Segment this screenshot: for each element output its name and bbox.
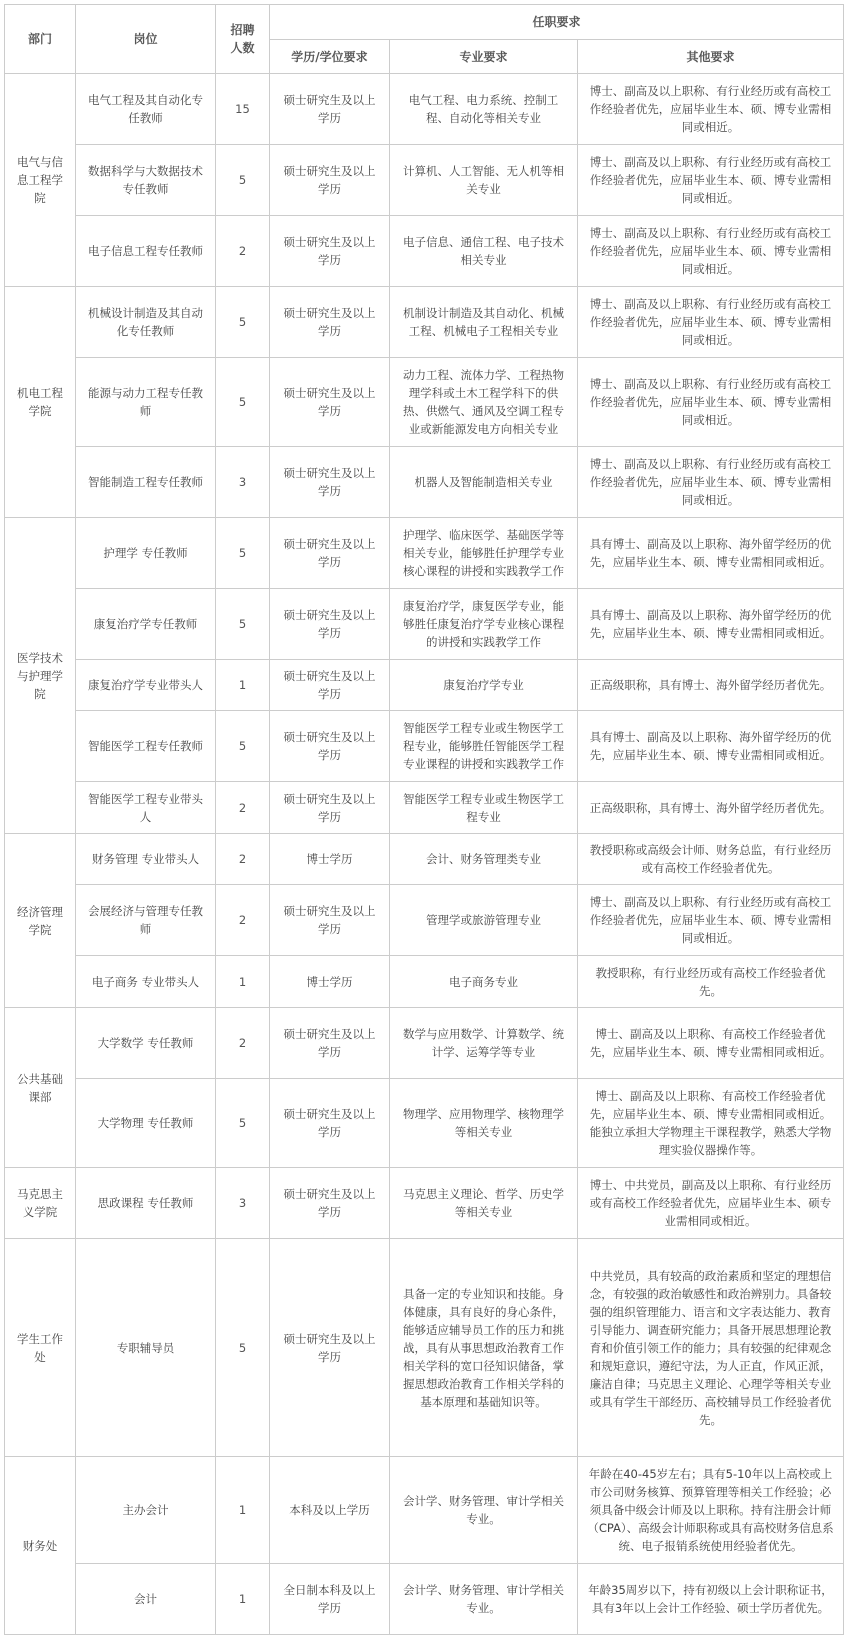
cell-education: 全日制本科及以上学历 <box>270 1564 390 1635</box>
cell-other: 博士、副高及以上职称、有行业经历或有高校工作经验者优先，应届毕业生本、硕、博专业需相同或相近。 <box>578 216 844 287</box>
cell-count: 1 <box>216 1564 270 1635</box>
cell-major: 动力工程、流体力学、工程热物理学科或土木工程学科下的供热、供燃气、通风及空调工程专业或新能源发电方向相关专业 <box>390 358 578 447</box>
table-row <box>5 660 844 711</box>
cell-major: 智能医学工程专业或生物医学工程专业 <box>390 782 578 834</box>
cell-dept: 电气与信息工程学院 <box>5 74 76 287</box>
cell-position: 能源与动力工程专任教师 <box>76 358 216 447</box>
cell-other: 年龄在40-45岁左右；具有5-10年以上高校或上市公司财务核算、预算管理等相关工作经验；必须具备中级会计师及以上职称。持有注册会计师（CPA）、高级会计师职称或具有高校财务信息系统、电子报销系统使用经验者优先。 <box>578 1457 844 1564</box>
cell-count: 5 <box>216 589 270 660</box>
cell-position: 护理学 专任教师 <box>76 518 216 589</box>
cell-major: 管理学或旅游管理专业 <box>390 885 578 956</box>
cell-position: 大学物理 专任教师 <box>76 1079 216 1168</box>
cell-dept: 医学技术与护理学院 <box>5 518 76 834</box>
cell-position: 智能制造工程专任教师 <box>76 447 216 518</box>
table-header <box>5 5 844 74</box>
table-row <box>5 1008 844 1079</box>
cell-other: 博士、副高及以上职称、有行业经历或有高校工作经验者优先，应届毕业生本、硕、博专业需相同或相近。 <box>578 447 844 518</box>
header-major: 专业要求 <box>390 40 578 74</box>
table-row <box>5 782 844 834</box>
cell-count: 3 <box>216 447 270 518</box>
table-row <box>5 1239 844 1457</box>
cell-education: 硕士研究生及以上学历 <box>270 145 390 216</box>
cell-education: 本科及以上学历 <box>270 1457 390 1564</box>
cell-education: 硕士研究生及以上学历 <box>270 447 390 518</box>
cell-position: 数据科学与大数据技术专任教师 <box>76 145 216 216</box>
cell-education: 硕士研究生及以上学历 <box>270 660 390 711</box>
cell-position: 会展经济与管理专任教师 <box>76 885 216 956</box>
header-position: 岗位 <box>76 5 216 74</box>
cell-position: 机械设计制造及其自动化专任教师 <box>76 287 216 358</box>
cell-position: 智能医学工程专业带头人 <box>76 782 216 834</box>
recruitment-table-wrapper <box>4 4 844 1635</box>
cell-count: 5 <box>216 1079 270 1168</box>
cell-major: 电子商务专业 <box>390 956 578 1008</box>
cell-dept: 马克思主义学院 <box>5 1168 76 1239</box>
cell-education: 硕士研究生及以上学历 <box>270 216 390 287</box>
cell-major: 具备一定的专业知识和技能。身体健康，具有良好的身心条件，能够适应辅导员工作的压力和挑战，具有从事思想政治教育工作相关学科的宽口径知识储备，掌握思想政治教育工作相关学科的基本原理和基础知识等。 <box>390 1239 578 1457</box>
cell-count: 5 <box>216 358 270 447</box>
cell-other: 教授职称，有行业经历或有高校工作经验者优先。 <box>578 956 844 1008</box>
table-row <box>5 834 844 885</box>
cell-count: 5 <box>216 711 270 782</box>
cell-position: 主办会计 <box>76 1457 216 1564</box>
cell-position: 大学数学 专任教师 <box>76 1008 216 1079</box>
table-row <box>5 1079 844 1168</box>
cell-other: 博士、副高及以上职称、有行业经历或有高校工作经验者优先，应届毕业生本、硕、博专业需相同或相近。 <box>578 74 844 145</box>
cell-other: 中共党员，具有较高的政治素质和坚定的理想信念，有较强的政治敏感性和政治辨别力。具备较强的组织管理能力、语言和文字表达能力、教育引导能力、调查研究能力；具备开展思想理论教育和价值引领工作的能力；具有较强的纪律观念和规矩意识，遵纪守法，为人正直，作风正派，廉洁自律；马克思主义理论、心理学等相关专业或具有学生干部经历、高校辅导员工作经验者优先。 <box>578 1239 844 1457</box>
cell-position: 专职辅导员 <box>76 1239 216 1457</box>
cell-position: 康复治疗学专任教师 <box>76 589 216 660</box>
cell-major: 机制设计制造及其自动化、机械工程、机械电子工程相关专业 <box>390 287 578 358</box>
header-other: 其他要求 <box>578 40 844 74</box>
cell-major: 电子信息、通信工程、电子技术相关专业 <box>390 216 578 287</box>
table-body <box>5 74 844 1635</box>
table-row <box>5 956 844 1008</box>
cell-major: 电气工程、电力系统、控制工程、自动化等相关专业 <box>390 74 578 145</box>
cell-dept: 公共基础课部 <box>5 1008 76 1168</box>
cell-count: 5 <box>216 145 270 216</box>
table-row <box>5 74 844 145</box>
cell-other: 博士、中共党员，副高及以上职称、有行业经历或有高校工作经验者优先，应届毕业生本、硕专业需相同或相近。 <box>578 1168 844 1239</box>
cell-major: 护理学、临床医学、基础医学等相关专业，能够胜任护理学专业核心课程的讲授和实践教学工作 <box>390 518 578 589</box>
cell-other: 具有博士、副高及以上职称、海外留学经历的优先，应届毕业生本、硕、博专业需相同或相近。 <box>578 518 844 589</box>
cell-education: 硕士研究生及以上学历 <box>270 782 390 834</box>
cell-major: 会计、财务管理类专业 <box>390 834 578 885</box>
cell-education: 硕士研究生及以上学历 <box>270 1239 390 1457</box>
cell-major: 会计学、财务管理、审计学相关专业。 <box>390 1564 578 1635</box>
cell-major: 马克思主义理论、哲学、历史学等相关专业 <box>390 1168 578 1239</box>
cell-education: 博士学历 <box>270 956 390 1008</box>
cell-count: 2 <box>216 885 270 956</box>
cell-count: 5 <box>216 518 270 589</box>
cell-education: 硕士研究生及以上学历 <box>270 1079 390 1168</box>
cell-major: 物理学、应用物理学、核物理学等相关专业 <box>390 1079 578 1168</box>
cell-education: 硕士研究生及以上学历 <box>270 589 390 660</box>
cell-dept: 经济管理学院 <box>5 834 76 1008</box>
cell-position: 康复治疗学专业带头人 <box>76 660 216 711</box>
table-row <box>5 216 844 287</box>
cell-education: 硕士研究生及以上学历 <box>270 1168 390 1239</box>
cell-count: 2 <box>216 834 270 885</box>
table-row <box>5 447 844 518</box>
cell-other: 博士、副高及以上职称、有行业经历或有高校工作经验者优先，应届毕业生本、硕、博专业需相同或相近。 <box>578 145 844 216</box>
cell-position: 电子信息工程专任教师 <box>76 216 216 287</box>
cell-dept: 机电工程学院 <box>5 287 76 518</box>
cell-education: 硕士研究生及以上学历 <box>270 885 390 956</box>
cell-major: 康复治疗学，康复医学专业，能够胜任康复治疗学专业核心课程的讲授和实践教学工作 <box>390 589 578 660</box>
cell-count: 2 <box>216 782 270 834</box>
cell-education: 硕士研究生及以上学历 <box>270 287 390 358</box>
cell-other: 博士、副高及以上职称、有行业经历或有高校工作经验者优先，应届毕业生本、硕、博专业需相同或相近。 <box>578 885 844 956</box>
table-row <box>5 1564 844 1635</box>
header-requirements-group: 任职要求 <box>270 5 844 40</box>
table-row <box>5 1457 844 1564</box>
cell-position: 电气工程及其自动化专任教师 <box>76 74 216 145</box>
cell-other: 博士、副高及以上职称、有行业经历或有高校工作经验者优先，应届毕业生本、硕、博专业需相同或相近。 <box>578 358 844 447</box>
cell-other: 年龄35周岁以下，持有初级以上会计职称证书，具有3年以上会计工作经验、硕士学历者优先。 <box>578 1564 844 1635</box>
cell-education: 硕士研究生及以上学历 <box>270 1008 390 1079</box>
table-row <box>5 885 844 956</box>
cell-position: 智能医学工程专任教师 <box>76 711 216 782</box>
cell-count: 2 <box>216 1008 270 1079</box>
table-row <box>5 358 844 447</box>
cell-education: 硕士研究生及以上学历 <box>270 518 390 589</box>
cell-other: 正高级职称，具有博士、海外留学经历者优先。 <box>578 660 844 711</box>
cell-position: 电子商务 专业带头人 <box>76 956 216 1008</box>
header-dept: 部门 <box>5 5 76 74</box>
cell-count: 3 <box>216 1168 270 1239</box>
header-count: 招聘人数 <box>216 5 270 74</box>
cell-position: 会计 <box>76 1564 216 1635</box>
table-row <box>5 145 844 216</box>
cell-other: 具有博士、副高及以上职称、海外留学经历的优先，应届毕业生本、硕、博专业需相同或相近。 <box>578 589 844 660</box>
table-row <box>5 1168 844 1239</box>
header-education: 学历/学位要求 <box>270 40 390 74</box>
cell-count: 1 <box>216 660 270 711</box>
cell-other: 教授职称或高级会计师、财务总监，有行业经历或有高校工作经验者优先。 <box>578 834 844 885</box>
table-row <box>5 518 844 589</box>
cell-education: 硕士研究生及以上学历 <box>270 711 390 782</box>
table-row <box>5 287 844 358</box>
cell-education: 硕士研究生及以上学历 <box>270 358 390 447</box>
cell-major: 计算机、人工智能、无人机等相关专业 <box>390 145 578 216</box>
cell-major: 数学与应用数学、计算数学、统计学、运筹学等专业 <box>390 1008 578 1079</box>
cell-major: 机器人及智能制造相关专业 <box>390 447 578 518</box>
cell-position: 财务管理 专业带头人 <box>76 834 216 885</box>
cell-education: 博士学历 <box>270 834 390 885</box>
cell-other: 博士、副高及以上职称、有高校工作经验者优先，应届毕业生本、硕、博专业需相同或相近。能独立承担大学物理主干课程教学，熟悉大学物理实验仪器操作等。 <box>578 1079 844 1168</box>
cell-position: 思政课程 专任教师 <box>76 1168 216 1239</box>
cell-major: 智能医学工程专业或生物医学工程专业，能够胜任智能医学工程专业课程的讲授和实践教学工作 <box>390 711 578 782</box>
cell-other: 具有博士、副高及以上职称、海外留学经历的优先，应届毕业生本、硕、博专业需相同或相近。 <box>578 711 844 782</box>
cell-dept: 财务处 <box>5 1457 76 1635</box>
cell-dept: 学生工作处 <box>5 1239 76 1457</box>
cell-major: 会计学、财务管理、审计学相关专业。 <box>390 1457 578 1564</box>
cell-count: 5 <box>216 287 270 358</box>
cell-major: 康复治疗学专业 <box>390 660 578 711</box>
cell-count: 1 <box>216 1457 270 1564</box>
cell-education: 硕士研究生及以上学历 <box>270 74 390 145</box>
cell-count: 5 <box>216 1239 270 1457</box>
cell-other: 博士、副高及以上职称、有高校工作经验者优先，应届毕业生本、硕、博专业需相同或相近。 <box>578 1008 844 1079</box>
cell-other: 博士、副高及以上职称、有行业经历或有高校工作经验者优先，应届毕业生本、硕、博专业需相同或相近。 <box>578 287 844 358</box>
cell-count: 15 <box>216 74 270 145</box>
table-row <box>5 711 844 782</box>
cell-count: 1 <box>216 956 270 1008</box>
recruitment-table <box>4 4 844 1635</box>
cell-other: 正高级职称，具有博士、海外留学经历者优先。 <box>578 782 844 834</box>
cell-count: 2 <box>216 216 270 287</box>
table-row <box>5 589 844 660</box>
